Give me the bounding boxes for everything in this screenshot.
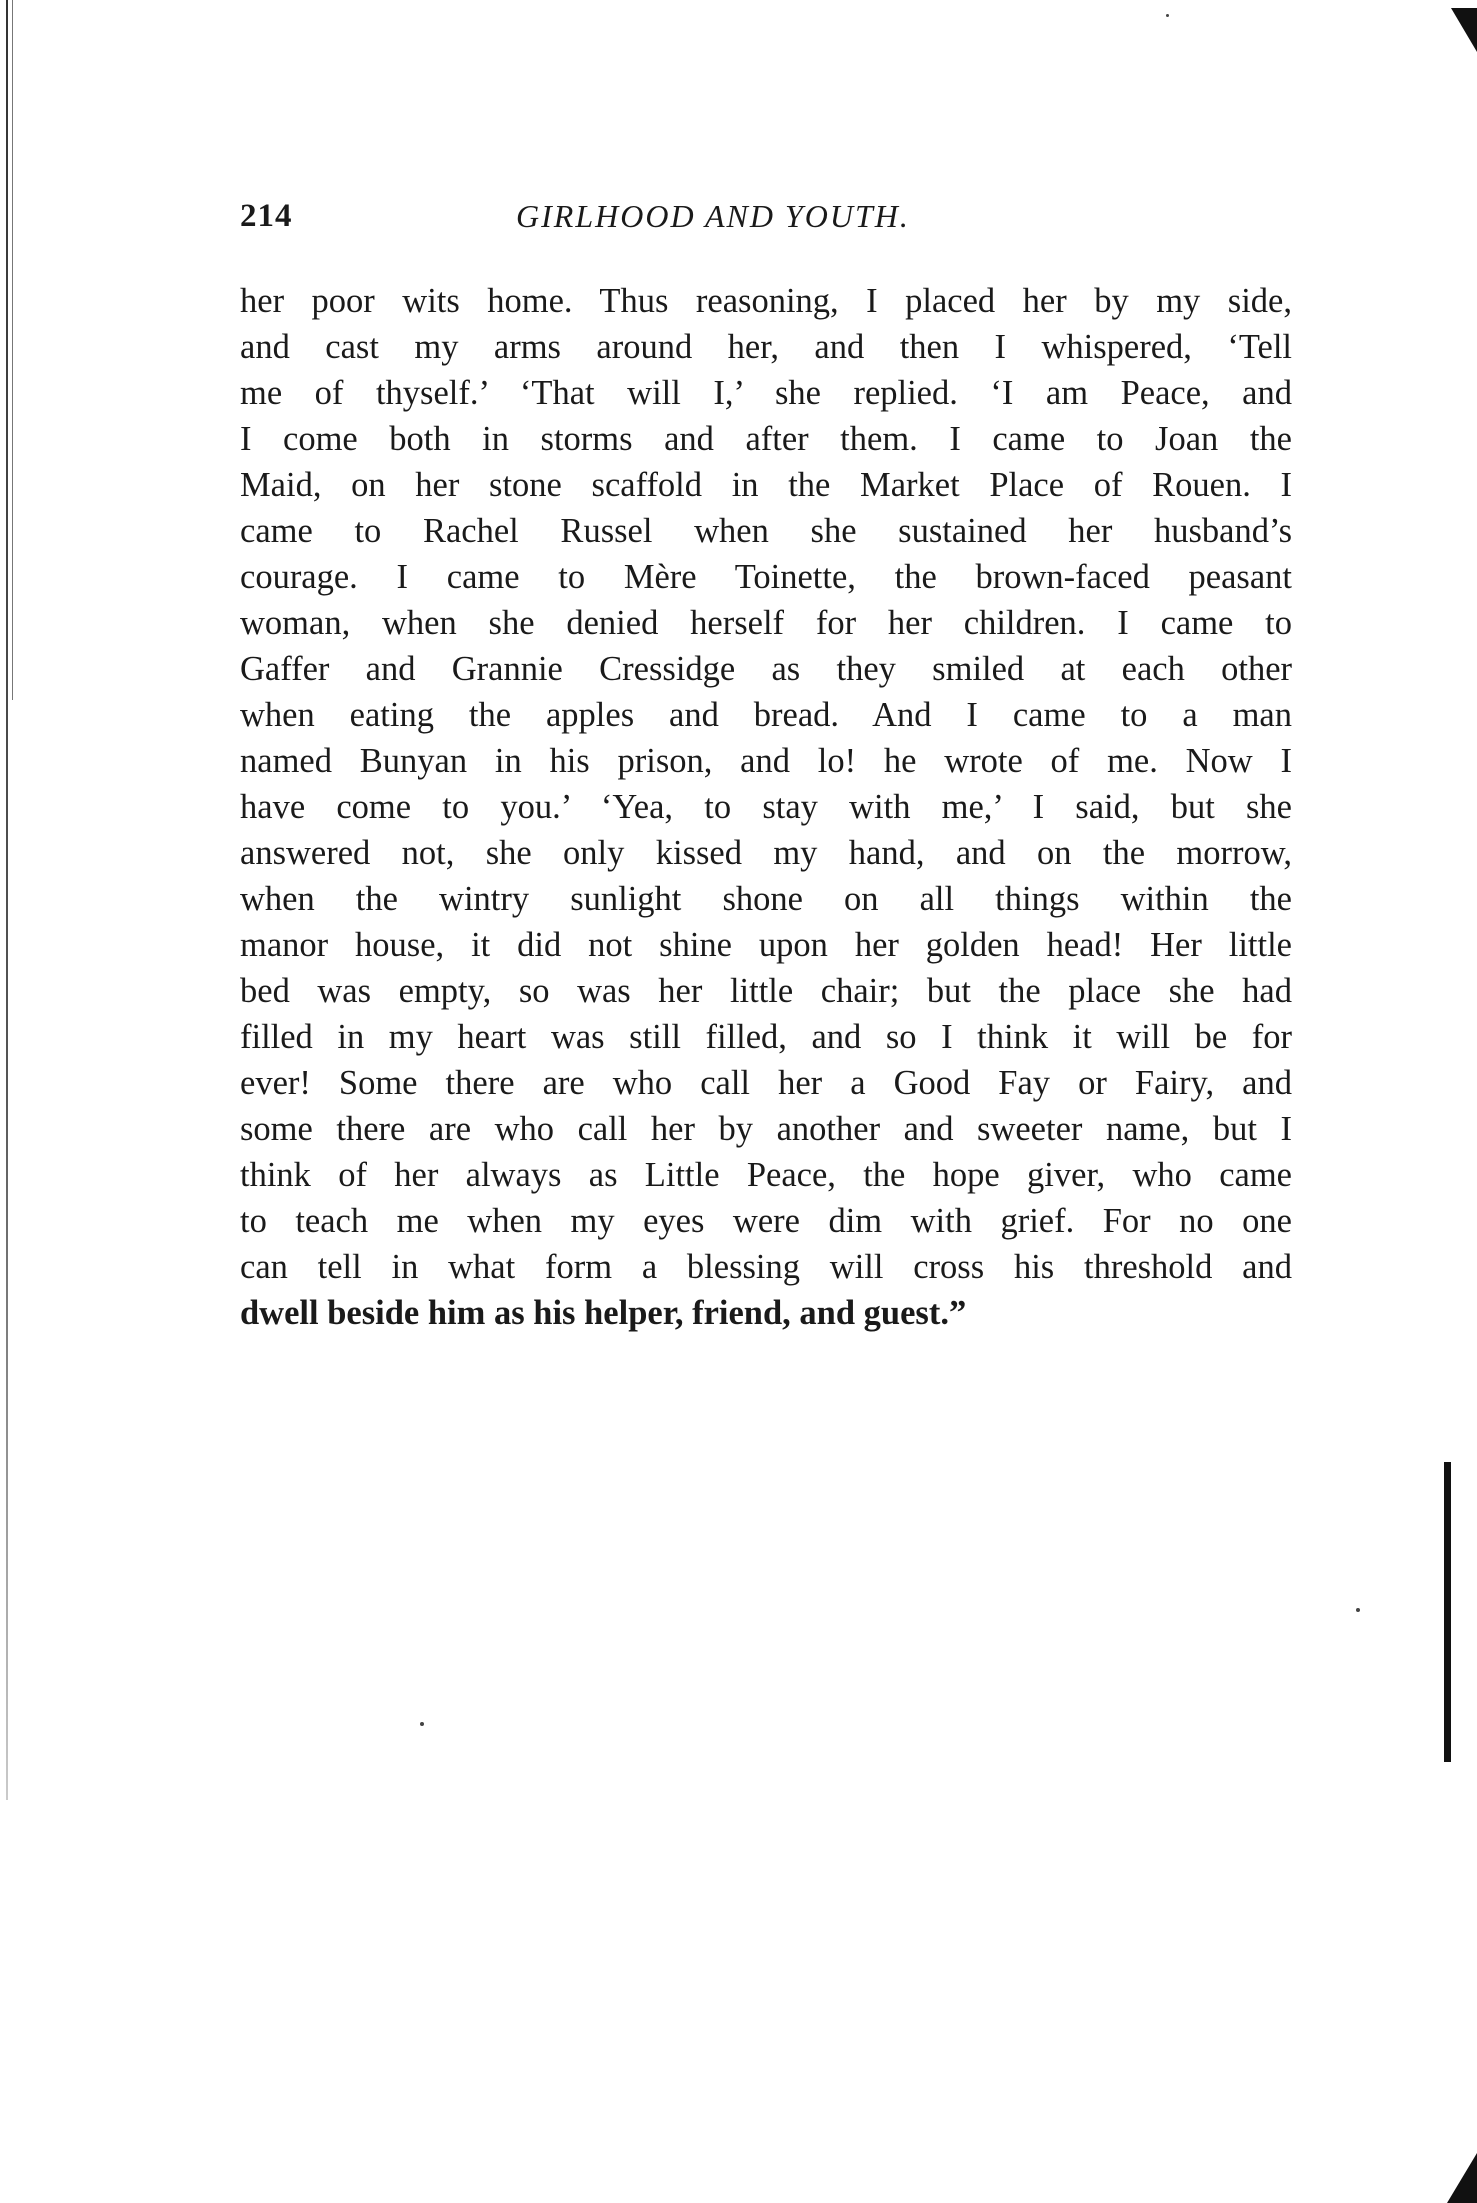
scan-speck bbox=[1166, 14, 1169, 17]
text-line: ever! Some there are who call her a Good Fay or Fairy, and bbox=[240, 1064, 1292, 1102]
text-line: came to Rachel Russel when she sustained her husband’s bbox=[240, 512, 1292, 550]
text-line-final: dwell beside him as his helper, friend, and guest.” bbox=[240, 1294, 967, 1332]
text-line: can tell in what form a blessing will cross his threshold and bbox=[240, 1248, 1292, 1286]
scan-edge-line bbox=[6, 0, 8, 1800]
scan-corner-mark-top bbox=[1451, 8, 1477, 52]
text-line: filled in my heart was still filled, and so I think it will be for bbox=[240, 1018, 1292, 1056]
text-line: me of thyself.’ ‘That will I,’ she replied. ‘I am Peace, and bbox=[240, 374, 1292, 412]
text-line: some there are who call her by another and sweeter name, but I bbox=[240, 1110, 1292, 1148]
text-line: woman, when she denied herself for her children. I came to bbox=[240, 604, 1292, 642]
page-header bbox=[240, 198, 1240, 242]
scan-edge-line-secondary bbox=[12, 0, 13, 700]
scan-speck bbox=[1356, 1608, 1360, 1612]
text-line: Maid, on her stone scaffold in the Market Place of Rouen. I bbox=[240, 466, 1292, 504]
text-line: and cast my arms around her, and then I whispered, ‘Tell bbox=[240, 328, 1292, 366]
text-line: when the wintry sunlight shone on all things within the bbox=[240, 880, 1292, 918]
text-line: courage. I came to Mère Toinette, the brown-faced peasant bbox=[240, 558, 1292, 596]
text-line: think of her always as Little Peace, the hope giver, who came bbox=[240, 1156, 1292, 1194]
text-line: Gaffer and Grannie Cressidge as they smiled at each other bbox=[240, 650, 1292, 688]
text-line: when eating the apples and bread. And I came to a man bbox=[240, 696, 1292, 734]
text-line: her poor wits home. Thus reasoning, I placed her by my side, bbox=[240, 282, 1292, 320]
text-line: to teach me when my eyes were dim with grief. For no one bbox=[240, 1202, 1292, 1240]
body-text bbox=[240, 278, 1292, 1336]
text-line: named Bunyan in his prison, and lo! he wrote of me. Now I bbox=[240, 742, 1292, 780]
text-line: I come both in storms and after them. I came to Joan the bbox=[240, 420, 1292, 458]
scan-margin-bar bbox=[1444, 1462, 1451, 1762]
text-line: bed was empty, so was her little chair; but the place she had bbox=[240, 972, 1292, 1010]
page-number: 214 bbox=[240, 198, 293, 234]
text-line: answered not, she only kissed my hand, and on the morrow, bbox=[240, 834, 1292, 872]
scan-corner-mark-bottom bbox=[1447, 2153, 1477, 2203]
running-head: GIRLHOOD AND YOUTH. bbox=[516, 198, 910, 234]
scan-speck bbox=[420, 1722, 424, 1726]
text-line: have come to you.’ ‘Yea, to stay with me,’ I said, but she bbox=[240, 788, 1292, 826]
text-line: manor house, it did not shine upon her golden head! Her little bbox=[240, 926, 1292, 964]
